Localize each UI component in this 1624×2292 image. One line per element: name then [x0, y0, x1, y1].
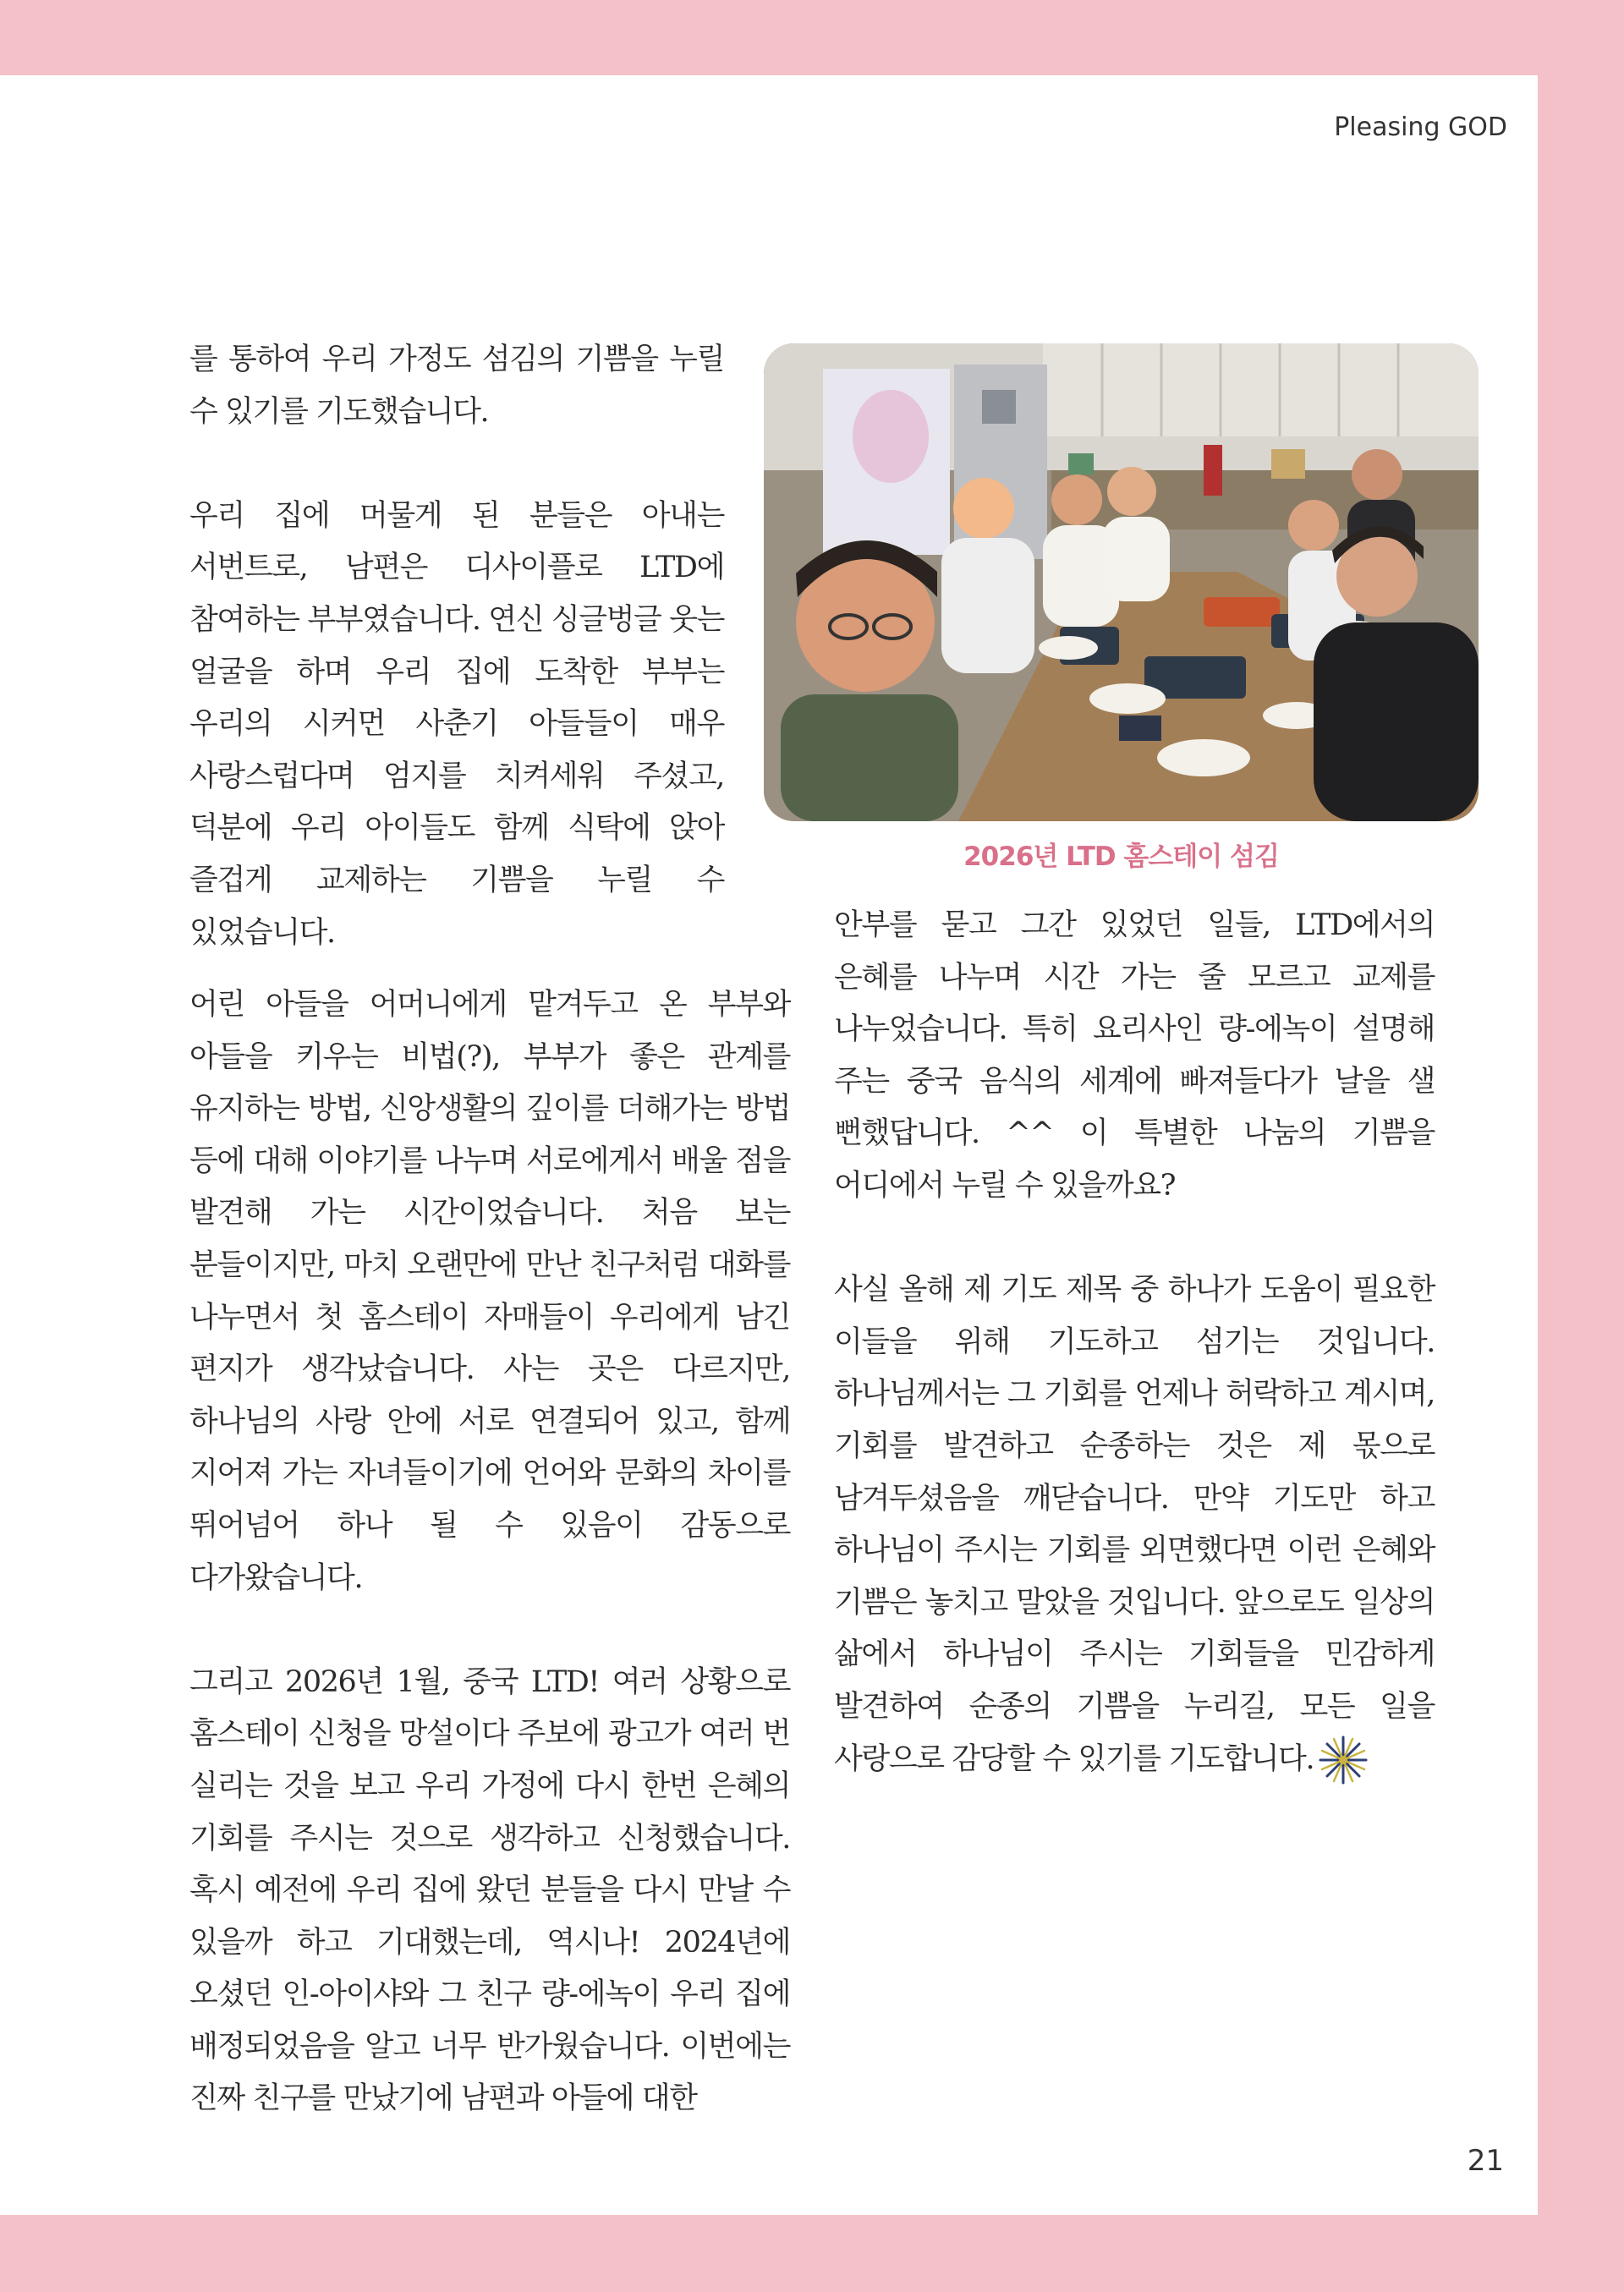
paragraph: 를 통하여 우리 가정도 섬김의 기쁨을 누릴 수 있기를 기도했습니다.	[189, 343, 724, 429]
paragraph: 우리 집에 머물게 된 분들은 아내는 서번트로, 남편은 디사이플로 LTD에 참여하는 부부였습니다. 연신 싱글벙글 웃는 얼굴을 하며 우리 집에 도착한 부부는 우리의 시커먼 사춘기 아들들이 매우 사랑스럽다며 엄지를 치켜세워 주셨고, 덕분에 우리 아이들도 함께 식탁에 앉아 즐겁게 교제하는 기쁨을 누릴 수 있었습니다.	[189, 498, 725, 950]
paragraph: 어린 아들을 어머니에게 맡겨두고 온 부부와 아들을 키우는 비법(?), 부부가 좋은 관계를 유지하는 방법, 신앙생활의 깊이를 더해가는 방법 등에 대해 이야기를 나누며 서로에게서 배울 점을 발견해 가는 시간이었습니다. 처음 보는 분들이지만, 마치 오랜만에 만난 친구처럼 대화를 나누면서 첫 홈스테이 자매들이 우리에게 남긴 편지가 생각났습니다. 사는 곳은 다르지만, 하나님의 사랑 안에 서로 연결되어 있고, 함께 지어져 가는 자녀들이기에 언어와 문화의 차이를 뛰어넘어 하나 될 수 있음이 감동으로 다가왔습니다.	[189, 988, 790, 1595]
left-column-top	[189, 334, 724, 959]
star-burst-ornament-icon	[1317, 1734, 1369, 1786]
magazine-page	[0, 75, 1538, 2215]
paragraph-text: 사실 올해 제 기도 제목 중 하나가 도움이 필요한 이들을 위해 기도하고 섬기는 것입니다. 하나님께서는 그 기회를 언제나 허락하고 계시며, 기회를 발견하고 순종하는 것은 제 몫으로 남겨두셨음을 깨닫습니다. 만약 기도만 하고 하나님이 주시는 기회를 외면했다면 이런 은혜와 기쁨은 놓치고 말았을 것입니다. 앞으로도 일상의 삶에서 하나님이 주시는 기회들을 민감하게 발견하여 순종의 기쁨을 누리길, 모든 일을 사랑으로 감당할 수 있기를 기도합니다.	[834, 1273, 1435, 1776]
right-column	[834, 900, 1435, 1786]
photo-caption: 2026년 LTD 홈스테이 섬김	[963, 842, 1279, 872]
page-number: 21	[1467, 2144, 1504, 2178]
paragraph: 안부를 묻고 그간 있었던 일들, LTD에서의 은혜를 나누며 시간 가는 줄 모르고 교제를 나누었습니다. 특히 요리사인 량-에녹이 설명해 주는 중국 음식의 세계에 빠져들다가 날을 샐 뻔했답니다. ^^ 이 특별한 나눔의 기쁨을 어디에서 누릴 수 있을까요?	[834, 908, 1435, 1203]
homestay-photo	[764, 343, 1479, 821]
paragraph: 그리고 2026년 1월, 중국 LTD! 여러 상황으로 홈스테이 신청을 망설이다 주보에 광고가 여러 번 실리는 것을 보고 우리 가정에 다시 한번 은혜의 기회를 주시는 것으로 생각하고 신청했습니다. 혹시 예전에 우리 집에 왔던 분들을 다시 만날 수 있을까 하고 기대했는데, 역시나! 2024년에 오셨던 인-아이샤와 그 친구 량-에녹이 우리 집에 배정되었음을 알고 너무 반가웠습니다. 이번에는 진짜 친구를 만났기에 남편과 아들에 대한	[189, 1664, 790, 2116]
photo-illustration	[764, 343, 1479, 821]
header-label: Pleasing GOD	[1334, 112, 1507, 142]
left-column	[189, 979, 790, 2125]
closing-paragraph	[834, 1264, 1435, 1786]
